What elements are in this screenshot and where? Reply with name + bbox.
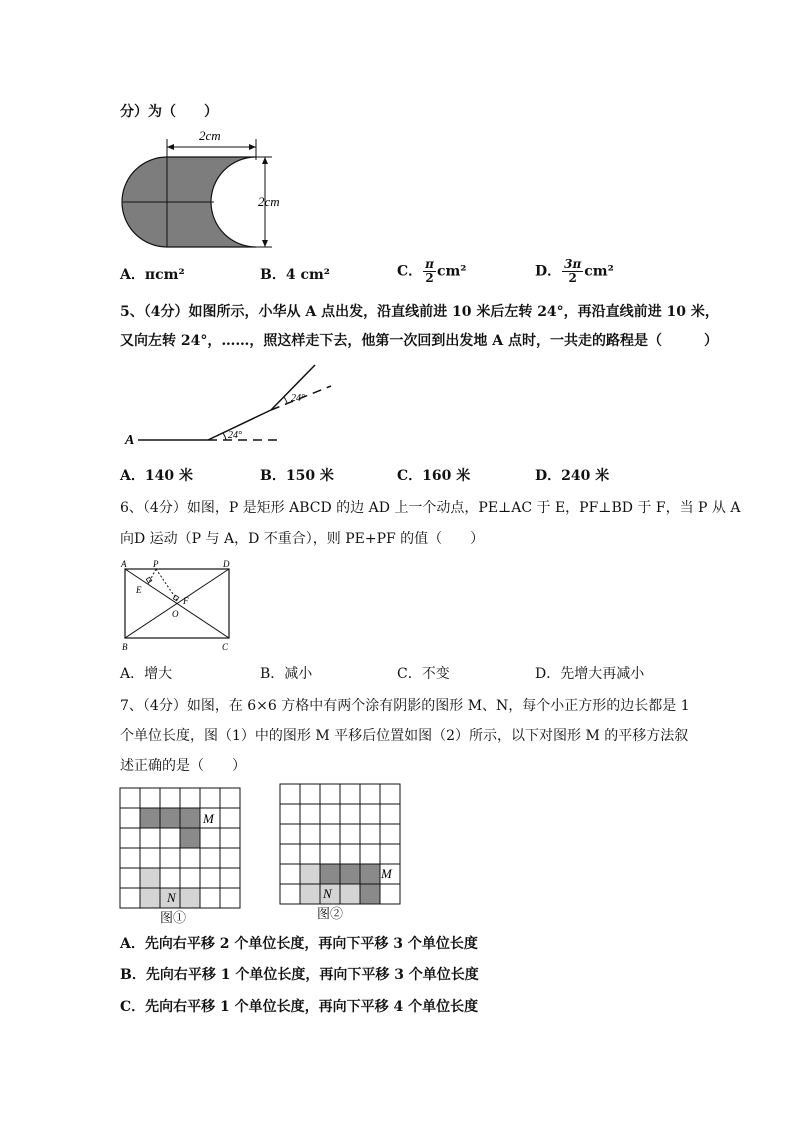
q5-option-c: C．160 米 [397, 468, 471, 484]
q5-option-a: A．140 米 [120, 468, 193, 484]
q6-label-d: D [223, 559, 230, 569]
q7-fig1-label-n: N [167, 890, 176, 905]
q5-stem-line1: 5、（4分）如图所示，小华从 A 点出发，沿直线前进 10 米后左转 24°，再沿直线前进 10 米， [120, 304, 719, 320]
q5-option-b: B．150 米 [260, 468, 334, 484]
q7-fig2-label-n: N [323, 886, 332, 901]
q7-fig2-label-m: M [381, 866, 392, 881]
q4-side-label: 2cm [258, 194, 280, 209]
q5-option-d: D．240 米 [535, 468, 610, 484]
q6-option-b: B．减小 [260, 666, 313, 682]
q7-fig2-caption: 图② [317, 907, 344, 922]
q7-fig1-caption: 图① [160, 911, 187, 926]
q6-label-p: P [153, 559, 159, 569]
q4-top-label: 2cm [199, 128, 221, 143]
q4-stem-tail: 分）为（ ） [120, 104, 218, 120]
q7-fig1-label-m: M [203, 811, 214, 826]
q7-stem-line1: 7、（4分）如图，在 6×6 方格中有两个涂有阴影的图形 M、N，每个小正方形的边长都是 1 [120, 698, 690, 714]
q4-option-c: C． $\frac{\pi}{2}$ cm² [397, 257, 467, 285]
q4-option-a: A．πcm² [120, 267, 185, 283]
q6-label-a: A [121, 559, 127, 569]
q5-point-a: A [125, 433, 135, 448]
q7-stem-line3: 述正确的是（ ） [120, 758, 246, 774]
q5-angle-1: 24° [228, 430, 242, 441]
q7-stem-line2: 个单位长度，图（1）中的图形 M 平移后位置如图（2）所示，以下对图形 M 的平移方法叙 [120, 728, 689, 744]
q5-angle-2: 24° [291, 393, 305, 404]
q6-option-c: C．不变 [397, 666, 450, 682]
q5-figure [118, 360, 348, 450]
q6-label-b: B [122, 642, 128, 652]
q6-label-o: O [172, 609, 179, 619]
q6-figure [115, 558, 240, 656]
q7-fig1-shape-m [140, 808, 200, 828]
q7-fig2-shape-m [320, 864, 380, 884]
q7-grid-figure-1 [118, 786, 244, 928]
q4-figure [115, 125, 295, 253]
q6-label-c: C [222, 642, 229, 652]
q7-option-a: A．先向右平移 2 个单位长度，再向下平移 3 个单位长度 [120, 936, 478, 952]
q6-label-f: F [183, 596, 189, 606]
q6-stem-line1: 6、（4分）如图，P 是矩形 ABCD 的边 AD 上一个动点，PE⊥AC 于 E，PF⊥BD 于 F，当 P 从 A [120, 500, 741, 516]
q7-option-c: C．先向右平移 1 个单位长度，再向下平移 4 个单位长度 [120, 999, 479, 1015]
q6-label-e: E [136, 585, 142, 595]
q6-option-a: A．增大 [120, 666, 173, 682]
q6-stem-line2: 向D 运动（P 与 A，D 不重合），则 PE+PF 的值（ ） [120, 531, 485, 547]
q4-option-d: D． $\frac{3\pi}{2}$ cm² [535, 257, 614, 285]
q7-fig2-shape-n [300, 864, 320, 884]
q6-option-d: D．先增大再减小 [535, 666, 645, 682]
q5-stem-line2: 又向左转 24°，……，照这样走下去，他第一次回到出发地 A 点时，一共走的路程是（ ） [120, 333, 718, 349]
q7-grid-figure-2 [278, 782, 404, 908]
q7-fig1-shape-n [140, 868, 160, 888]
q7-option-b: B．先向右平移 1 个单位长度，再向下平移 3 个单位长度 [120, 967, 479, 983]
q4-option-b: B．4 cm² [260, 267, 330, 283]
